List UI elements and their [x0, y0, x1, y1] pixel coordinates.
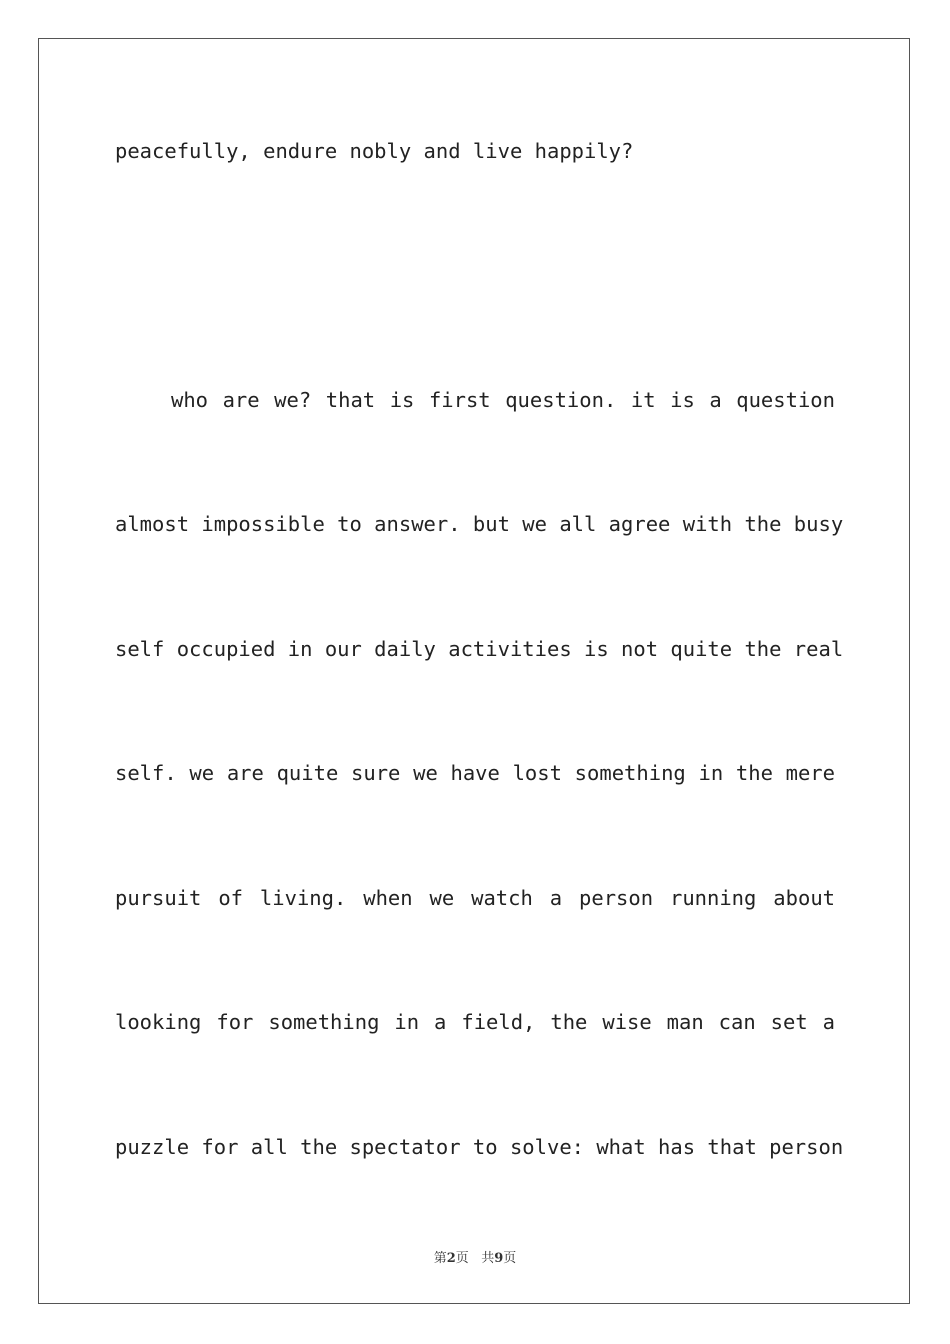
body-line-5: self. we are quite sure we have lost something in the mere	[115, 761, 835, 785]
body-line-8: puzzle for all the spectator to solve: what has that person	[115, 1135, 844, 1159]
footer-total-prefix: 共	[481, 1251, 495, 1266]
body-line-1: peacefully, endure nobly and live happily?	[115, 139, 634, 163]
body-line-6: pursuit of living. when we watch a person running about	[115, 886, 835, 910]
body-line-3: almost impossible to answer. but we all agree with the busy	[115, 512, 844, 536]
total-page-count: 9	[494, 1251, 504, 1266]
footer-page-word: 页	[455, 1251, 469, 1266]
page-footer	[0, 1247, 950, 1266]
page-border	[38, 38, 910, 1304]
footer-prefix: 第	[433, 1251, 447, 1266]
current-page-number: 2	[446, 1251, 456, 1266]
body-line-7: looking for something in a field, the wise man can set a	[115, 1010, 835, 1034]
footer-total-word: 页	[503, 1251, 517, 1266]
body-line-4: self occupied in our daily activities is not quite the real	[115, 637, 844, 661]
paragraph-first-line: who are we? that is first question. it is a question	[171, 388, 835, 412]
